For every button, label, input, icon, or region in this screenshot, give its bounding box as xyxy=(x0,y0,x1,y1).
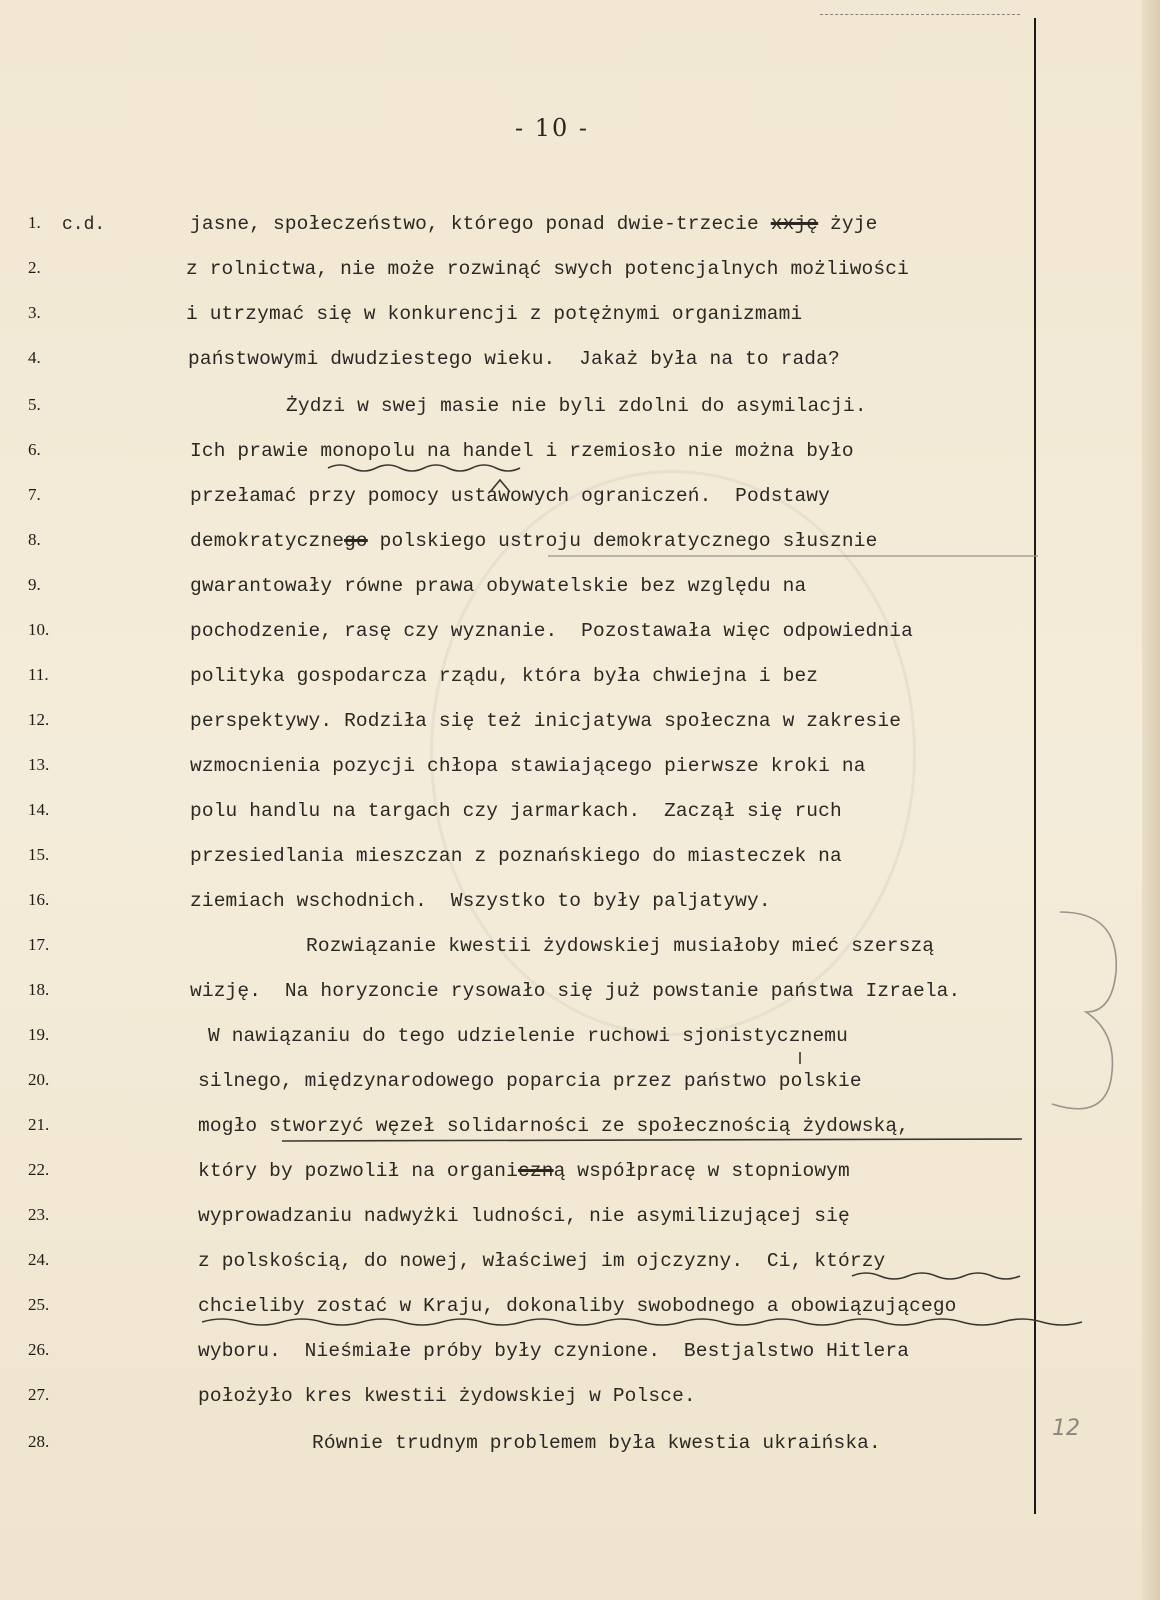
line-text: silnego, międzynarodowego poparcia przez państwo polskie xyxy=(198,1070,862,1092)
line-number: 11. xyxy=(28,665,49,684)
line-text: państwowymi dwudziestego wieku. Jakaż była na to rada? xyxy=(188,348,840,370)
line-text: wzmocnienia pozycji chłopa stawiającego pierwsze kroki na xyxy=(190,755,866,777)
line-text: położyło kres kwestii żydowskiej w Polsce. xyxy=(198,1385,696,1407)
line-number: 22. xyxy=(28,1160,50,1179)
line-text: Żydzi w swej masie nie byli zdolni do asymilacji. xyxy=(286,395,867,417)
line-number: 3. xyxy=(28,303,41,322)
line-number: 1. xyxy=(28,213,41,232)
line-number: 4. xyxy=(28,348,41,367)
line-number: 5. xyxy=(28,395,41,414)
line-number: 28. xyxy=(28,1432,50,1451)
wavy-underline-line-6 xyxy=(328,465,520,471)
line-text: wyboru. Nieśmiałe próby były czynione. Bestjalstwo Hitlera xyxy=(198,1340,910,1362)
line-number: 26. xyxy=(28,1340,50,1359)
line-text-after: żyje xyxy=(818,213,878,235)
wavy-underline-line-25 xyxy=(202,1319,1082,1325)
wavy-underline-line-24 xyxy=(852,1273,1020,1279)
pencil-page-note: 12 xyxy=(1052,1416,1080,1441)
line-number: 16. xyxy=(28,890,50,909)
line-text: polu handlu na targach czy jarmarkach. Zaczął się ruch xyxy=(190,800,842,822)
line-number: 15. xyxy=(28,845,50,864)
insertion-caret-line-7 xyxy=(490,480,510,492)
line-number: 27. xyxy=(28,1385,50,1404)
line-text-before: jasne, społeczeństwo, którego ponad dwie-trzecie xyxy=(190,213,771,235)
line-text: i utrzymać się w konkurencji z potężnymi organizmami xyxy=(186,303,803,325)
line-number: 6. xyxy=(28,440,41,459)
line-text: pochodzenie, rasę czy wyznanie. Pozostawała więc odpowiednia xyxy=(190,620,913,642)
line-number: 19. xyxy=(28,1025,50,1044)
line-text: Ich prawie monopolu na handel i rzemiosło nie można było xyxy=(190,440,854,462)
line-number: 10. xyxy=(28,620,50,639)
line-text: z polskością, do nowej, właściwej im ojczyzny. Ci, którzy xyxy=(198,1250,886,1272)
line-number: 14. xyxy=(28,800,50,819)
line-text: Rozwiązanie kwestii żydowskiej musiałoby mieć szerszą xyxy=(306,935,935,957)
line-number: 25. xyxy=(28,1295,50,1314)
line-number: 20. xyxy=(28,1070,50,1089)
line-text-after: polskiego ustroju demokratycznego słusznie xyxy=(367,530,878,552)
line-text: polityka gospodarcza rządu, która była chwiejna i bez xyxy=(190,665,819,687)
line-number: 7. xyxy=(28,485,41,504)
line-number: 8. xyxy=(28,530,41,549)
line-text: perspektywy. Rodziła się też inicjatywa społeczna w zakresie xyxy=(190,710,902,732)
line-text: W nawiązaniu do tego udzielenie ruchowi sjonistycznemu xyxy=(208,1025,849,1047)
page-number: - 10 - xyxy=(515,114,590,142)
line-number: 13. xyxy=(28,755,50,774)
line-text-before: demokratyczne xyxy=(190,530,345,552)
line-text: ziemiach wschodnich. Wszystko to były paljatywy. xyxy=(190,890,771,912)
line-text: chcieliby zostać w Kraju, dokonaliby swobodnego a obowiązującego xyxy=(198,1295,957,1317)
line-number: 24. xyxy=(28,1250,50,1269)
underline-line-21 xyxy=(282,1139,1022,1141)
line-text: Równie trudnym problemem była kwestia ukraińska. xyxy=(312,1432,881,1454)
line-number: 18. xyxy=(28,980,50,999)
line-number: 23. xyxy=(28,1205,50,1224)
struck-out-text: go xyxy=(344,530,368,552)
line-text-before: który by pozwolił na organi xyxy=(198,1160,519,1182)
line-text: wizję. Na horyzoncie rysowało się już powstanie państwa Izraela. xyxy=(190,980,961,1002)
pencil-margin-brace xyxy=(1052,912,1116,1109)
line-number: 21. xyxy=(28,1115,50,1134)
line-text: wyprowadzaniu nadwyżki ludności, nie asymilizującej się xyxy=(198,1205,850,1227)
line-number: 2. xyxy=(28,258,41,277)
continuation-note: c.d. xyxy=(62,215,106,235)
line-text: przełamać przy pomocy ustawowych ograniczeń. Podstawy xyxy=(190,485,831,507)
line-text-after: ą współpracę w stopniowym xyxy=(553,1160,850,1182)
line-number: 12. xyxy=(28,710,50,729)
line-text: przesiedlania mieszczan z poznańskiego do miasteczek na xyxy=(190,845,842,867)
struck-out-text: czn xyxy=(518,1160,554,1182)
struck-out-text: xxję xyxy=(770,213,819,235)
line-text: mogło stworzyć węzeł solidarności ze społecznością żydowską, xyxy=(198,1115,910,1137)
line-number: 17. xyxy=(28,935,50,954)
line-text: gwarantowały równe prawa obywatelskie bez względu na xyxy=(190,575,807,597)
line-text: z rolnictwa, nie może rozwinąć swych potencjalnych możliwości xyxy=(186,258,909,280)
line-number: 9. xyxy=(28,575,41,594)
